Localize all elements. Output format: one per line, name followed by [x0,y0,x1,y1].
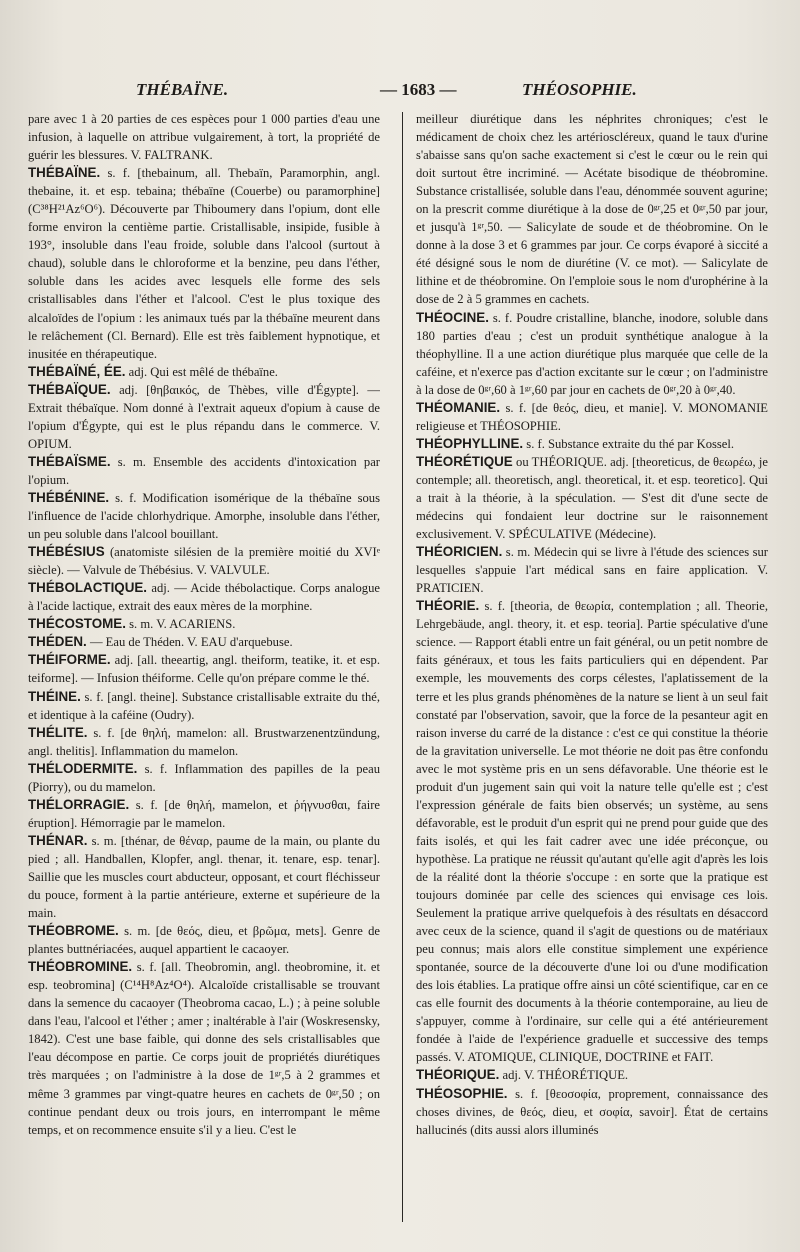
dictionary-entry [28,922,380,958]
entry-definition: s. f. [θεοσοφία, proprement, connaissance des choses divines, de θεός, dieu, et σοφία, savoir]. État de certains hallucinés (dits aussi alors illuminés [416,1086,768,1137]
entry-headword: THÉBAÏQUE. [28,381,111,397]
entry-headword: THÉORIQUE. [416,1067,500,1083]
column-divider [402,112,403,1222]
entry-headword: THÉLORRAGIE. [28,796,130,812]
entry-headword: THÉOCINE. [416,309,489,325]
entry-headword: THÉLODERMITE. [28,760,138,776]
dictionary-entry [28,381,380,453]
entry-headword: THÉORIE. [416,598,480,614]
entry-headword: THÉBAÏNE. [28,165,101,181]
right-column [416,110,768,1242]
dictionary-entry [28,724,380,760]
entry-headword: THÉOBROMINE. [28,959,133,975]
dictionary-entry [28,489,380,543]
entry-definition: meilleur diurétique dans les néphrites chroniques; c'est le médicament de choix chez les artérioscléreux, quand le taux d'urine s'abaisse sans qu'on sache exactement si c'est le cœur ou le rein qui doit surtout être incriminé. — Acétate bisodique de théobromine. Substance cristallisée, soluble dans l'eau, dénommée souvent agurine; on la prescrit comme diurétique à la dose de 0ᵍʳ,25 et 0ᵍʳ,50 par jour, et jusqu'à 1ᵍʳ,50. — Salicylate de soude et de théobromine. On le donne à la dose 3 et 6 grammes par jour. Ce corps évaporé à siccité a été désigné sous le nom de diurétine (V. ce mot). — Salicylate de lithine et de théobromine. On l'emploie sous le nom d'urophérine à la dose de 2 à 5 grammes en cachets. [416,112,768,307]
dictionary-entry [28,651,380,687]
page-number: — 1683 — [380,80,457,99]
dictionary-entry [28,110,380,164]
entry-definition: adj. V. THÉORÉTIQUE. [502,1068,629,1083]
dictionary-entry [416,435,768,453]
entry-definition: s. m. [thénar, de θέναρ, paume de la main, ou plante du pied ; all. Handballen, Klopfer, angl. thenar, it. tenare, esp. tenar]. Saillie que les muscles court abducteur, opposant, et court fléchisseur du pouce, forment à la partie antérieure, externe et supérieure de la main. [28,833,380,921]
entry-headword: THÉBÉNINE. [28,489,110,505]
dictionary-entry [416,1066,768,1084]
entry-definition: (anatomiste silésien de la première moitié du XVIᵉ siècle). — Valvule de Thébésius. V. VALVULE. [28,545,380,578]
entry-definition: s. m. V. ACARIENS. [129,617,236,632]
dictionary-entry [416,597,768,1066]
entry-definition: s. f. Poudre cristalline, blanche, inodore, soluble dans 180 parties d'eau ; c'est un produit synthétique analogue à la théophylline. Il a une action diurétique plus marquée que celle de la caféine, et n'exerce pas d'action excitante sur le cœur ; on l'administre à la dose de 0ᵍʳ,60 à 1ᵍʳ,60 par jour en cachets de 0ᵍʳ,20 à 0ᵍʳ,40. [416,310,768,397]
entry-definition: pare avec 1 à 20 parties de ces espèces pour 1 000 parties d'eau une infusion, à laquelle on attribue vulgairement, à tort, la propriété de guérir les blessures. V. FALTRANK. [28,112,380,163]
entry-definition: s. f. [angl. theine]. Substance cristallisable extraite du thé, et identique à la caféine (Oudry). [28,689,380,722]
entry-definition: ou THÉORIQUE. adj. [theoreticus, de θεωρέω, je contemple; all. theoretisch, angl. theoretical, it. et esp. teoretico]. Qui a trait à la théorie, à la spéculation. — S'est dit d'une secte de médecins qui fondaient leur doctrine sur le raisonnement exclusivement. V. SPÉCULATIVE (Médecine). [416,454,768,542]
entry-headword: THÉOMANIE. [416,399,501,415]
entry-headword: THÉINE. [28,688,81,704]
entry-headword: THÉOBROME. [28,923,119,939]
entry-headword: THÉORÉTIQUE [416,453,513,469]
entry-definition: s. f. [de θεός, dieu, et manie]. V. MONOMANIE religieuse et THÉOSOPHIE. [416,400,768,433]
entry-definition: s. f. [thebainum, all. Thebaïn, Paramorphin, angl. thebaine, it. et esp. tebaina; thébaïne (Couerbe) ou paramorphine] (C³⁸H²¹Az⁶O⁶). Découverte par Thiboumery dans l'opium, dont elle forme environ la centième partie. Cristallisable, insipide, fusible à 193°, insoluble dans l'eau froide, soluble dans l'alcool (surtout à chaud), soluble dans le chloroforme et la benzine, peu dans l'éther, soluble dans les acides avec lesquels elle forme des sels cristallisables dans l'éther et l'alcool. C'est le plus toxique des alcaloïdes de l'opium : les animaux tués par la thébaïne meurent dans le relâchement (Cl. Bernard). Elle est très faiblement hypnotique, et inusitée en thérapeutique. [28,166,380,361]
entry-headword: THÉLITE. [28,724,88,740]
entry-headword: THÉBOLACTIQUE. [28,580,148,596]
dictionary-entry [28,958,380,1138]
entry-headword: THÉBAÏNÉ, ÉE. [28,363,126,379]
dictionary-entry [28,633,380,651]
dictionary-entry [28,760,380,796]
dictionary-entry [28,579,380,615]
entry-definition: s. f. Substance extraite du thé par Kossel. [526,436,735,451]
dictionary-entry [28,164,380,363]
page-header [40,80,780,104]
entry-definition: s. f. [theoria, de θεωρία, contemplation ; all. Theorie, Lehrgebäude, angl. theory, it. et esp. teoria]. Partie spéculative d'une science. — Rapport établi entre un fait général, ou un petit nombre de faits généraux, et tous les faits particuliers qui en dépendent. Par exemple, les mouvements des corps célestes, l'aplatissement de la terre et les plus grands phénomènes de la nature se lient à un seul fait constaté par l'observation, savoir, que la force de la pesanteur agit en raison inverse du carré de la distance : c'est ce qui constitue la théorie de la gravitation universelle. Le mot théorie ne doit pas être confondu avec le mot système pris en un sens défavorable. Une théorie est le produit d'un jugement sain qui voit la nature telle qu'elle est ; c'est l'expression générale de faits bien observés; un système, au sens défavorable, est le produit d'un esprit qui ne prend pour guide que des faits isolés, et qui les fait cadrer avec une idée préconçue, ou hypothèse. La pratique ne réussit qu'autant qu'elle agit d'après les lois de la réalité dont la théorie s'occupe : en sorte que la pratique est toujours dominée par celle des sciences qui envisage ces lois. Seulement la pratique arrive quelquefois à des résultats en désaccord avec ceux de la science, quand il s'agit de questions ou de matériaux peu connus; mais alors elle constitue simplement une expérience spontanée, source de la découverte d'une loi ou d'une modification des lois établies. La pratique offre ainsi un côté scientifique, car en ce cas elle fournit des documents à la théorie contemporaine, au lieu de s'appuyer, comme à l'ordinaire, sur celle qui a été antérieurement fondée à l'aide de l'expérience graduelle et successive des temps passés. V. ATOMIQUE, CLINIQUE, DOCTRINE et FAIT. [416,599,768,1065]
dictionary-entry [28,832,380,922]
entry-headword: THÉOSOPHIE. [416,1085,508,1101]
entry-definition: s. m. Médecin qui se livre à l'étude des sciences sur lesquelles s'appuie l'art médical sans en faire application. V. PRATICIEN. [416,545,768,596]
dictionary-entry [416,1085,768,1139]
entry-definition: — Eau de Théden. V. EAU d'arquebuse. [89,635,293,650]
entry-definition: s. f. Inflammation des papilles de la peau (Piorry), ou du mamelon. [28,761,380,794]
dictionary-entry [416,399,768,435]
dictionary-entry [28,796,380,832]
dictionary-entry [28,363,380,381]
running-head-left: THÉBAÏNE. [136,80,229,99]
entry-headword: THÉORICIEN. [416,544,503,560]
entry-headword: THÉCOSTOME. [28,616,126,632]
entry-definition: adj. [θηβαικός, de Thèbes, ville d'Égypte]. — Extrait thébaïque. Nom donné à l'extrait aqueux d'opium à cause de l'opium d'Égypte, qui est le plus répandu dans le commerce. V. OPIUM. [28,382,380,451]
entry-headword: THÉIFORME. [28,652,111,668]
entry-headword: THÉDEN. [28,634,87,650]
entry-headword: THÉBÉSIUS [28,544,105,560]
dictionary-entry [28,688,380,724]
entry-headword: THÉBAÏSME. [28,453,111,469]
dictionary-entry [416,309,768,399]
dictionary-entry [416,110,768,309]
entry-definition: s. f. [de θηλή, mamelon: all. Brustwarzenentzündung, angl. thelitis]. Inflammation du mamelon. [28,725,380,758]
entry-definition: adj. [all. theeartig, angl. theiform, teatike, it. et esp. teiforme]. — Infusion théiforme. Celle qu'on prépare comme le thé. [28,653,380,686]
dictionary-entry [28,615,380,633]
dictionary-entry [28,453,380,489]
entry-definition: adj. — Acide thébolactique. Corps analogue à l'acide lactique, extrait des eaux mères de la morphine. [28,581,380,614]
entry-definition: s. m. Ensemble des accidents d'intoxication par l'opium. [28,454,380,487]
entry-definition: adj. Qui est mêlé de thébaïne. [128,364,278,379]
entry-definition: s. f. Modification isomérique de la thébaïne sous l'influence de l'acide chlorhydrique. Amorphe, insoluble dans l'éther, un peu soluble dans l'alcool bouillant. [28,490,380,542]
entry-definition: s. f. [all. Theobromin, angl. theobromine, it. et esp. teobromina] (C¹⁴H⁸Az⁴O⁴). Alcaloïde cristallisable se trouvant dans la semence du cacaoyer (Theobroma cacao, L.) ; à peine soluble dans l'eau, l'alcool et l'éther ; amer ; inaltérable à l'air (Woskresensky, 1842). C'est une base faible, qui donne des sels cristallisables que l'eau décompose en partie. Ce corps jouit de propriétés diurétiques très marquées ; on l'administre à la dose de 1ᵍʳ,5 à 2 grammes et même 3 grammes par vingt-quatre heures en cachets de 0ᵍʳ,50 ; on continue pendant deux ou trois jours, en interrompant le même temps, et on recommence ensuite s'il y a lieu. C'est le [28,960,380,1137]
entry-definition: s. f. [de θηλή, mamelon, et ῥήγνυσθαι, faire éruption]. Hémorragie par le mamelon. [28,797,380,830]
entry-headword: THÉNAR. [28,832,88,848]
running-head-right: THÉOSOPHIE. [522,80,637,99]
dictionary-entry [416,453,768,543]
entry-headword: THÉOPHYLLINE. [416,435,524,451]
left-column [28,110,380,1242]
entry-definition: s. m. [de θεός, dieu, et βρῶμα, mets]. Genre de plantes buttnériacées, auquel appartient le cacaoyer. [28,924,380,957]
dictionary-entry [28,543,380,579]
dictionary-entry [416,543,768,597]
